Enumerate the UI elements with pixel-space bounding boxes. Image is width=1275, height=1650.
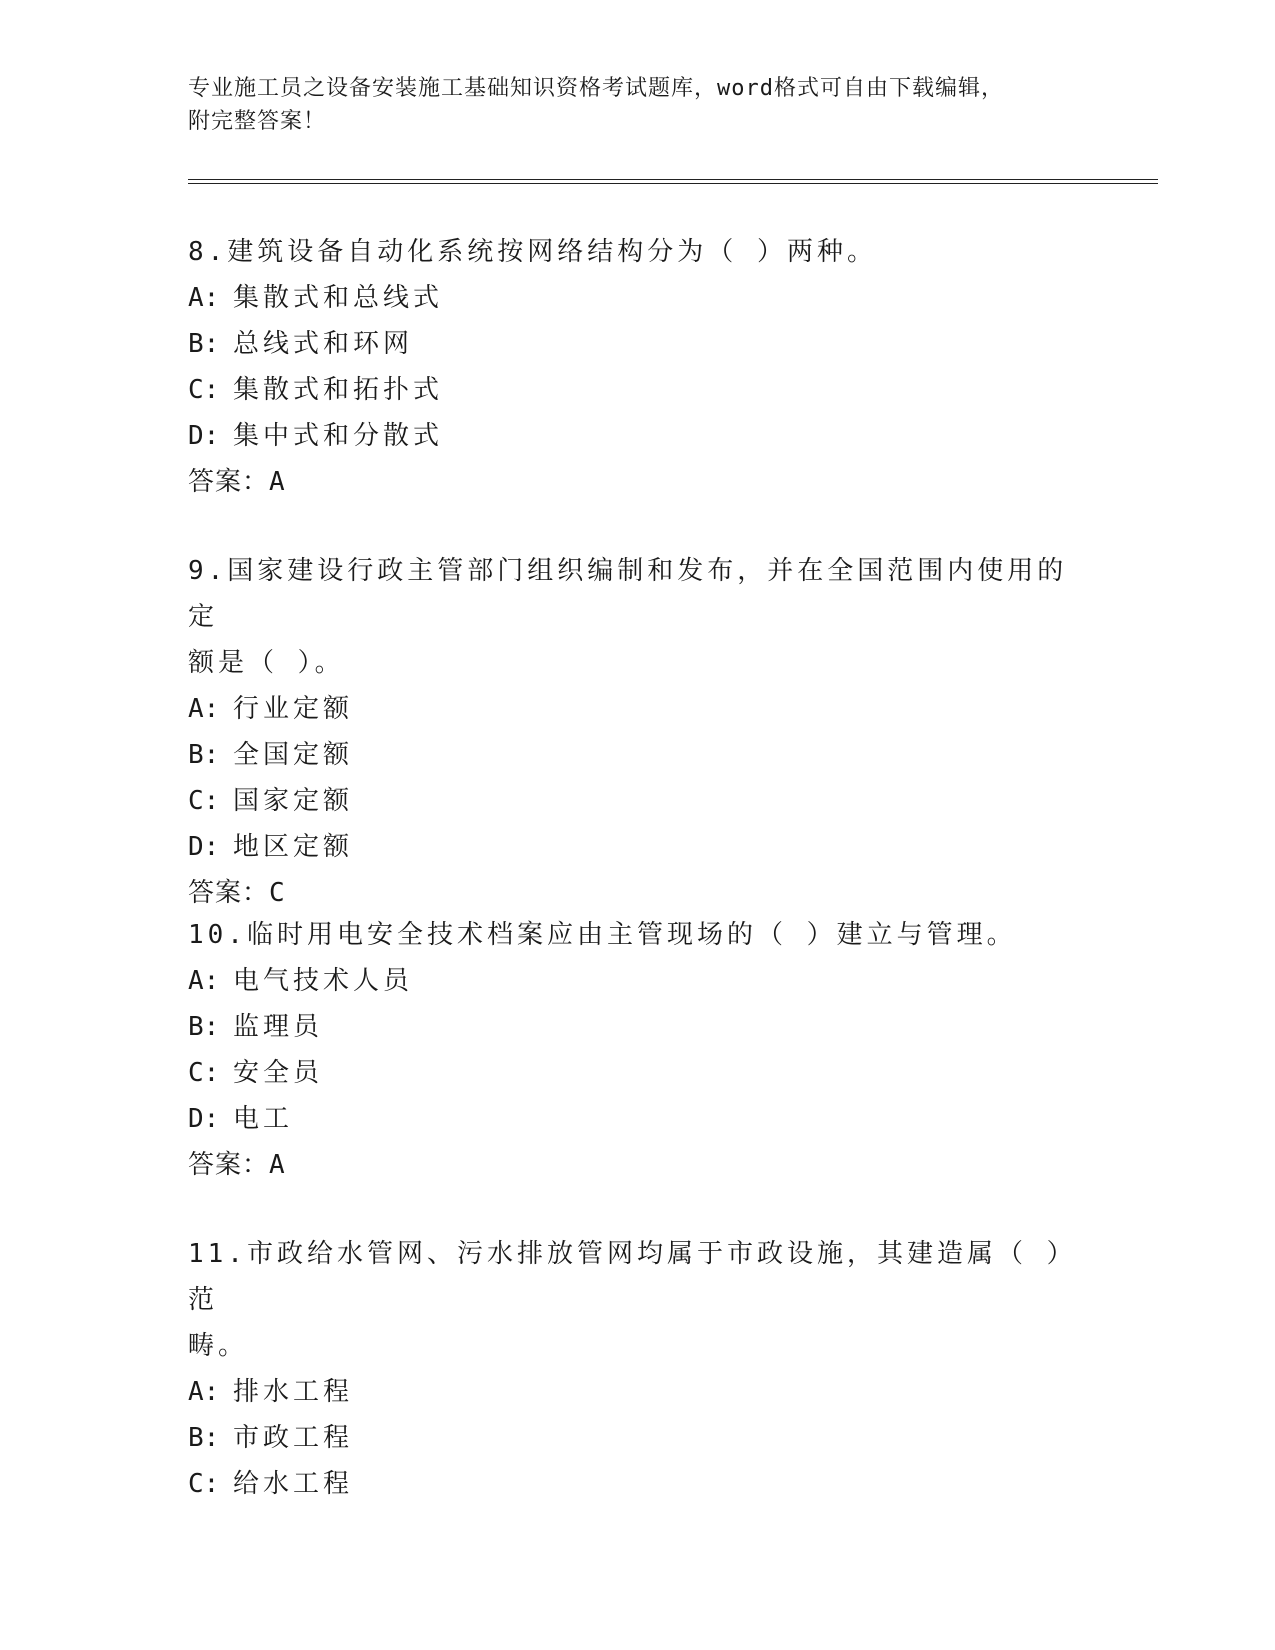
option-a xyxy=(188,686,1088,732)
option-letter: B: xyxy=(188,740,220,770)
option-text: 总线式和环网 xyxy=(233,329,414,359)
option-letter: C: xyxy=(188,1469,220,1499)
option-text: 集散式和拓扑式 xyxy=(233,375,444,405)
option-b xyxy=(188,1415,1088,1461)
option-b xyxy=(188,1004,1088,1050)
option-b xyxy=(188,321,1088,367)
option-text: 排水工程 xyxy=(233,1377,354,1407)
option-a xyxy=(188,1369,1088,1415)
question-block xyxy=(188,548,1088,916)
answer-label: 答案： xyxy=(188,1150,270,1180)
option-letter: A: xyxy=(188,966,220,996)
option-text: 电工 xyxy=(233,1104,294,1134)
option-letter: B: xyxy=(188,1012,220,1042)
option-c xyxy=(188,367,1088,413)
option-d xyxy=(188,824,1088,870)
question-stem-line-1: 11.市政给水管网、污水排放管网均属于市政设施，其建造属（ ）范 xyxy=(188,1239,1077,1315)
header-divider-bottom xyxy=(188,183,1158,184)
question-stem: 8.建筑设备自动化系统按网络结构分为（ ）两种。 xyxy=(188,237,877,267)
question-block xyxy=(188,912,1088,1188)
option-c xyxy=(188,778,1088,824)
answer-value: C xyxy=(269,878,286,908)
header-line-1: 专业施工员之设备安装施工基础知识资格考试题库，word格式可自由下载编辑， xyxy=(188,76,1004,101)
answer-value: A xyxy=(269,1150,286,1180)
header-line-2: 附完整答案！ xyxy=(188,109,327,134)
option-letter: D: xyxy=(188,421,220,451)
option-text: 集中式和分散式 xyxy=(233,421,444,451)
option-text: 电气技术人员 xyxy=(233,966,414,996)
option-a xyxy=(188,958,1088,1004)
option-text: 行业定额 xyxy=(233,694,354,724)
question-stem-line-2: 额是（ ）。 xyxy=(188,648,345,678)
option-text: 全国定额 xyxy=(233,740,354,770)
option-text: 监理员 xyxy=(233,1012,324,1042)
option-letter: B: xyxy=(188,1423,220,1453)
option-text: 国家定额 xyxy=(233,786,354,816)
option-text: 安全员 xyxy=(233,1058,324,1088)
option-d xyxy=(188,1096,1088,1142)
option-d xyxy=(188,413,1088,459)
question-stem-line-1: 9.国家建设行政主管部门组织编制和发布，并在全国范围内使用的定 xyxy=(188,556,1068,632)
option-letter: D: xyxy=(188,1104,220,1134)
answer-label: 答案： xyxy=(188,878,270,908)
question-stem-line-2: 畴。 xyxy=(188,1331,249,1361)
answer-line xyxy=(188,459,1088,505)
option-letter: D: xyxy=(188,832,220,862)
option-letter: C: xyxy=(188,375,220,405)
answer-line xyxy=(188,870,1088,916)
document-header xyxy=(188,72,1088,138)
answer-line xyxy=(188,1142,1088,1188)
option-letter: A: xyxy=(188,283,220,313)
question-block xyxy=(188,1231,1088,1507)
option-text: 市政工程 xyxy=(233,1423,354,1453)
option-text: 集散式和总线式 xyxy=(233,283,444,313)
option-c xyxy=(188,1461,1088,1507)
option-letter: A: xyxy=(188,1377,220,1407)
question-stem: 10.临时用电安全技术档案应由主管现场的（ ）建立与管理。 xyxy=(188,920,1017,950)
header-divider-top xyxy=(188,179,1158,180)
option-b xyxy=(188,732,1088,778)
option-text: 地区定额 xyxy=(233,832,354,862)
option-letter: C: xyxy=(188,1058,220,1088)
option-text: 给水工程 xyxy=(233,1469,354,1499)
option-letter: B: xyxy=(188,329,220,359)
answer-value: A xyxy=(269,467,286,497)
question-block xyxy=(188,229,1088,505)
option-c xyxy=(188,1050,1088,1096)
option-a xyxy=(188,275,1088,321)
option-letter: A: xyxy=(188,694,220,724)
option-letter: C: xyxy=(188,786,220,816)
answer-label: 答案： xyxy=(188,467,270,497)
